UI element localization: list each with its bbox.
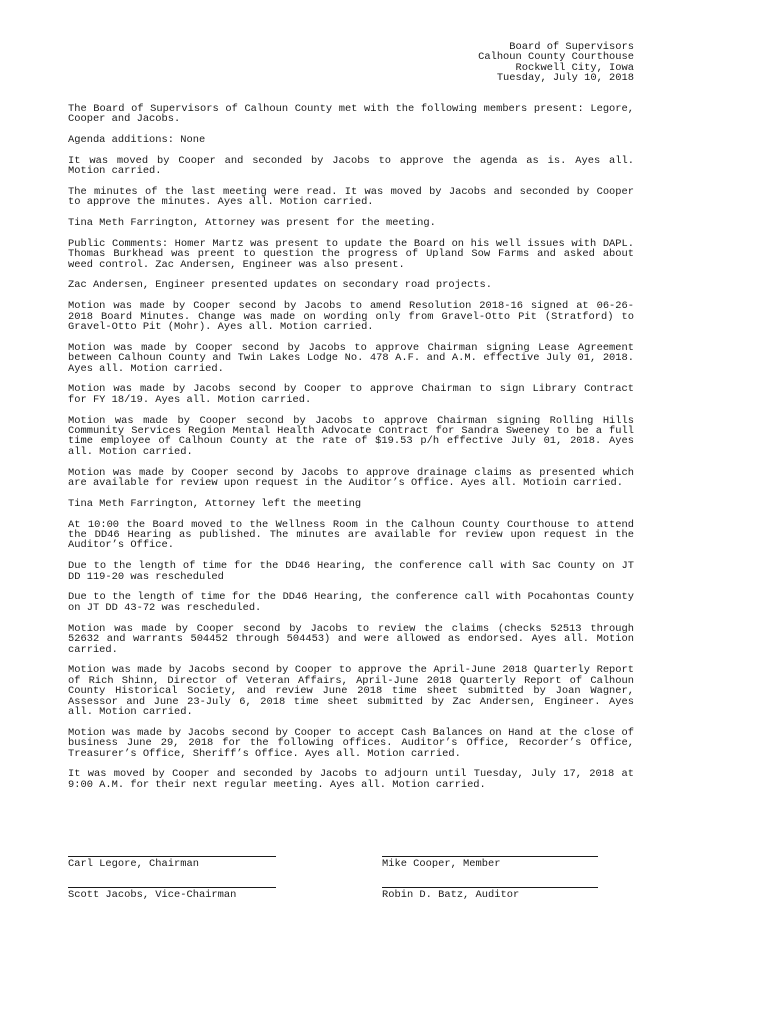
signature-row-bottom <box>68 884 634 915</box>
paragraph-dd46-hearing: At 10:00 the Board moved to the Wellness Room in the Calhoun County Courthouse to attend the DD46 Hearing as published. The minutes are available for review upon request in the Auditor’s Office. <box>68 518 634 552</box>
paragraph-mental-health-contract: Motion was made by Cooper second by Jacobs to approve Chairman signing Rolling Hills Community Services Region Mental Health Advocate Contract for Sandra Sweeney to be a full time employee of Calhoun County at the rate of $19.53 p/h effective July 01, 2018. Ayes all. Motion carried. <box>68 414 634 458</box>
signature-name: Carl Legore, Chairman <box>68 858 199 870</box>
paragraph-library-contract: Motion was made by Jacobs second by Cooper to approve Chairman to sign Library Contract for FY 18/19. Ayes all. Motion carried. <box>68 383 634 406</box>
minutes-document <box>68 42 634 801</box>
paragraph-agenda-additions: Agenda additions: None <box>68 133 206 146</box>
signature-member <box>382 853 598 869</box>
paragraph-attendance: The Board of Supervisors of Calhoun County met with the following members present: Legore, Cooper and Jacobs. <box>68 102 634 126</box>
paragraph-claims-review: Motion was made by Cooper second by Jacobs to review the claims (checks 52513 through 52632 and warrants 504452 through 504453) and were allowed as endorsed. Ayes all. Motion carried. <box>68 622 634 656</box>
paragraph-attorney-left: Tina Meth Farrington, Attorney left the meeting <box>68 497 362 510</box>
signature-auditor <box>382 884 598 900</box>
signature-name: Scott Jacobs, Vice-Chairman <box>68 889 237 901</box>
document-header <box>68 42 634 84</box>
signature-chairman <box>68 853 276 869</box>
header-location: Calhoun County Courthouse <box>478 51 634 64</box>
header-org: Board of Supervisors <box>509 41 634 53</box>
signature-name: Mike Cooper, Member <box>382 858 501 870</box>
signature-name: Robin D. Batz, Auditor <box>382 889 520 901</box>
paragraph-quarterly-reports: Motion was made by Jacobs second by Cooper to approve the April-June 2018 Quarterly Report of Rich Shinn, Director of Veteran Affairs, April-June 2018 Quarterly Report of Calhoun County Historical Society, and review June 2018 time sheet submitted by Joan Wagner, Assessor and June 23-July 6, 2018 time sheet submitted by Zac Andersen, Engineer. Ayes all. Motion carried. <box>68 664 634 718</box>
signature-row-top <box>68 853 634 884</box>
paragraph-sac-county-call: Due to the length of time for the DD46 Hearing, the conference call with Sac County on JT DD 119-20 was rescheduled <box>68 560 634 583</box>
header-date: Tuesday, July 10, 2018 <box>496 72 634 85</box>
minutes-body <box>68 104 634 791</box>
paragraph-cash-balances: Motion was made by Jacobs second by Cooper to accept Cash Balances on Hand at the close of business June 29, 2018 for the following offices. Auditor’s Office, Recorder’s Office, Treasurer’s Office, Sheriff’s Office. Ayes all. Motion carried. <box>68 726 634 760</box>
header-city: Rockwell City, Iowa <box>515 61 634 74</box>
paragraph-agenda-approval: It was moved by Cooper and seconded by Jacobs to approve the agenda as is. Ayes all. Motion carried. <box>68 154 634 178</box>
paragraph-minutes-approval: The minutes of the last meeting were read. It was moved by Jacobs and seconded by Cooper to approve the minutes. Ayes all. Motion carried. <box>68 185 634 209</box>
paragraph-engineer-updates: Zac Andersen, Engineer presented updates on secondary road projects. <box>68 279 493 292</box>
paragraph-resolution-amend: Motion was made by Cooper second by Jacobs to amend Resolution 2018-16 signed at 06-26-2018 Board Minutes. Change was made on wording only from Gravel-Otto Pit (Stratford) to Gravel-Otto Pit (Mohr). Ayes all. Motion carried. <box>68 300 634 334</box>
paragraph-public-comments: Public Comments: Homer Martz was present to update the Board on his well issues with DAPL. Thomas Burkhead was preent to question the progress of Upland Sow Farms and asked about weed control. Zac Andersen, Engineer was also present. <box>68 237 634 271</box>
paragraph-adjournment: It was moved by Cooper and seconded by Jacobs to adjourn until Tuesday, July 17, 2018 at 9:00 A.M. for their next regular meeting. Ayes all. Motion carried. <box>68 768 634 791</box>
paragraph-lease-agreement: Motion was made by Cooper second by Jacobs to approve Chairman signing Lease Agreement between Calhoun County and Twin Lakes Lodge No. 478 A.F. and A.M. effective July 01, 2018. Ayes all. Motion carried. <box>68 341 634 375</box>
paragraph-attorney-present: Tina Meth Farrington, Attorney was present for the meeting. <box>68 217 436 230</box>
paragraph-pocahontas-call: Due to the length of time for the DD46 Hearing, the conference call with Pocahontas County on JT DD 43-72 was rescheduled. <box>68 591 634 614</box>
signature-vice-chairman <box>68 884 276 900</box>
signature-block <box>68 853 634 915</box>
paragraph-drainage-claims: Motion was made by Cooper second by Jacobs to approve drainage claims as presented which are available for review upon request in the Auditor’s Office. Ayes all. Motioin carried. <box>68 466 634 490</box>
